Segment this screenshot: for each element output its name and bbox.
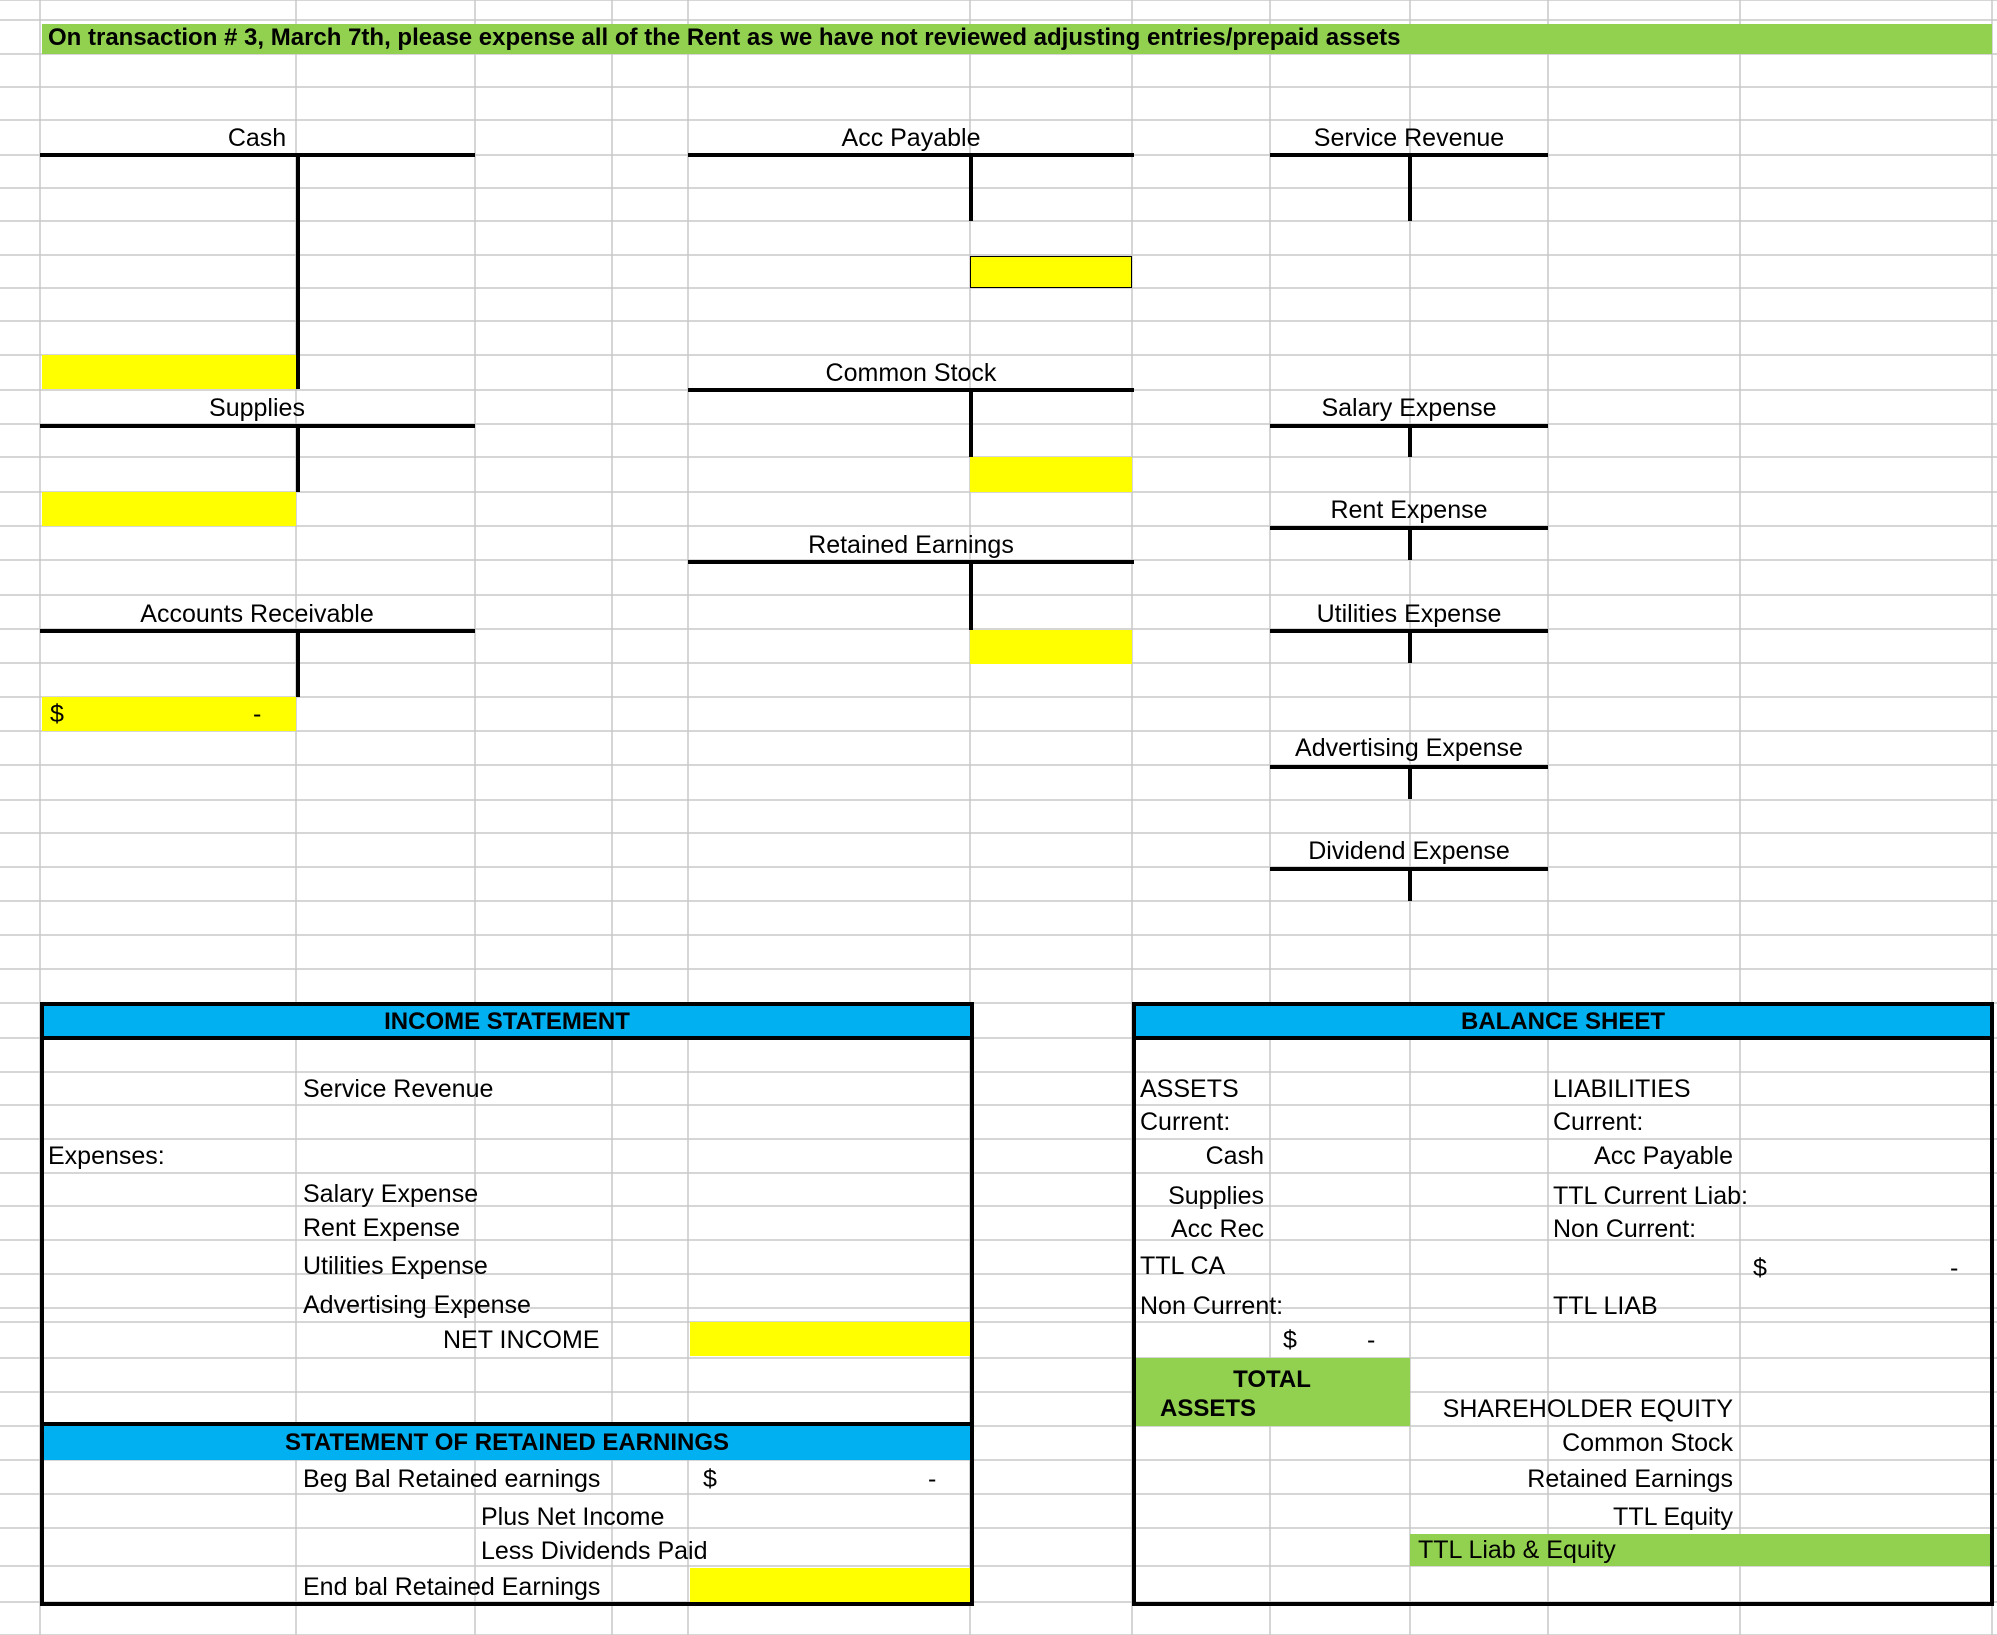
income-statement-box: [40, 1002, 974, 1426]
common-stock-balance-cell[interactable]: [970, 457, 1132, 492]
dividend-expense-title: Dividend Expense: [1308, 837, 1510, 865]
bs-liab-nc-value: -: [1950, 1254, 1959, 1282]
re-beg-dollar: $: [703, 1465, 717, 1493]
common-stock-title: Common Stock: [825, 359, 997, 387]
cash-t-top: [40, 153, 475, 157]
utilities-expense-t-stem: [1408, 629, 1412, 663]
bs-total-assets-line2: ASSETS: [1160, 1395, 1257, 1422]
retained-earnings-balance-cell[interactable]: [970, 630, 1132, 664]
bs-ttl-current-liab: TTL Current Liab:: [1553, 1182, 1748, 1210]
is-rent-expense: Rent Expense: [303, 1214, 461, 1242]
income-statement-title: INCOME STATEMENT: [384, 1008, 630, 1035]
acc-payable-balance-cell[interactable]: [970, 256, 1132, 288]
bs-supplies: Supplies: [1168, 1182, 1264, 1210]
bs-nc-dollar: $: [1283, 1326, 1297, 1354]
bs-acc-rec: Acc Rec: [1170, 1215, 1264, 1243]
balance-sheet-title: BALANCE SHEET: [1460, 1008, 1665, 1035]
bs-ttl-ca: TTL CA: [1140, 1252, 1226, 1280]
is-advertising-expense: Advertising Expense: [303, 1291, 531, 1319]
supplies-t-stem: [296, 424, 300, 492]
bs-liabilities-label: LIABILITIES: [1553, 1075, 1691, 1103]
bs-non-current: Non Current:: [1140, 1292, 1284, 1320]
rent-expense-t-stem: [1408, 526, 1412, 560]
utilities-expense-title: Utilities Expense: [1316, 600, 1502, 628]
acc-payable-title: Acc Payable: [841, 124, 981, 152]
supplies-balance-cell[interactable]: [42, 492, 296, 526]
re-less-dividends: Less Dividends Paid: [481, 1537, 708, 1565]
acc-payable-t-top: [688, 153, 1134, 157]
bs-liab-nc-dollar: $: [1753, 1254, 1767, 1282]
acc-payable-t-stem: [969, 153, 973, 221]
bs-nc-value: -: [1367, 1326, 1376, 1354]
re-end-bal-label: End bal Retained Earnings: [303, 1573, 601, 1601]
is-salary-expense: Salary Expense: [303, 1180, 479, 1208]
cash-t-stem: [296, 153, 300, 389]
supplies-title: Supplies: [209, 394, 305, 422]
cash-balance-cell[interactable]: [42, 355, 296, 389]
re-beg-value: -: [928, 1465, 937, 1493]
is-service-revenue: Service Revenue: [303, 1075, 494, 1103]
is-utilities-expense: Utilities Expense: [303, 1252, 488, 1280]
cash-title: Cash: [227, 124, 287, 152]
dividend-expense-t-stem: [1408, 867, 1412, 901]
is-expenses-label: Expenses:: [48, 1142, 165, 1170]
re-beg-bal-label: Beg Bal Retained earnings: [303, 1465, 601, 1493]
salary-expense-t-stem: [1408, 424, 1412, 457]
common-stock-t-top: [688, 388, 1134, 392]
bs-acc-payable: Acc Payable: [1594, 1142, 1733, 1170]
bs-common-stock: Common Stock: [1562, 1429, 1733, 1457]
bs-retained-earnings: Retained Earnings: [1527, 1465, 1733, 1493]
ar-t-stem: [296, 629, 300, 697]
service-revenue-title: Service Revenue: [1313, 124, 1505, 152]
bs-liab-current-label: Current:: [1553, 1108, 1644, 1136]
rent-expense-title: Rent Expense: [1330, 496, 1488, 524]
bs-total-assets-line1: TOTAL: [1233, 1366, 1311, 1393]
bs-ttl-liab-equity: TTL Liab & Equity: [1418, 1536, 1616, 1564]
common-stock-t-stem: [969, 388, 973, 457]
retained-earnings-t-stem: [969, 560, 973, 630]
re-plus-net-income: Plus Net Income: [481, 1503, 665, 1531]
bs-assets-label: ASSETS: [1140, 1075, 1239, 1103]
balance-sheet-header-rule: [1132, 1036, 1994, 1040]
salary-expense-title: Salary Expense: [1321, 394, 1497, 422]
advertising-expense-t-stem: [1408, 765, 1412, 799]
ar-t-top: [40, 629, 475, 633]
retained-earnings-statement-title: STATEMENT OF RETAINED EARNINGS: [285, 1429, 729, 1456]
bs-cash: Cash: [1205, 1142, 1264, 1170]
service-revenue-t-stem: [1408, 153, 1412, 221]
advertising-expense-title: Advertising Expense: [1295, 734, 1523, 762]
income-statement-header-rule: [40, 1036, 974, 1040]
accounts-receivable-title: Accounts Receivable: [140, 600, 374, 628]
bs-ttl-liab: TTL LIAB: [1553, 1292, 1658, 1320]
instruction-text: On transaction # 3, March 7th, please expense all of the Rent as we have not reviewed adjusting entries/prepaid assets: [48, 24, 1401, 51]
bs-current-label: Current:: [1140, 1108, 1231, 1136]
supplies-t-top: [40, 424, 475, 428]
bs-ttl-equity: TTL Equity: [1613, 1503, 1733, 1531]
ar-dollar-sign: $: [50, 700, 64, 728]
bs-liab-non-current: Non Current:: [1553, 1215, 1697, 1243]
bs-shareholder-equity: SHAREHOLDER EQUITY: [1442, 1395, 1733, 1423]
is-net-income-label: NET INCOME: [443, 1326, 600, 1354]
retained-earnings-t-top: [688, 560, 1134, 564]
retained-earnings-title: Retained Earnings: [808, 531, 1014, 559]
ar-value: -: [253, 700, 262, 728]
